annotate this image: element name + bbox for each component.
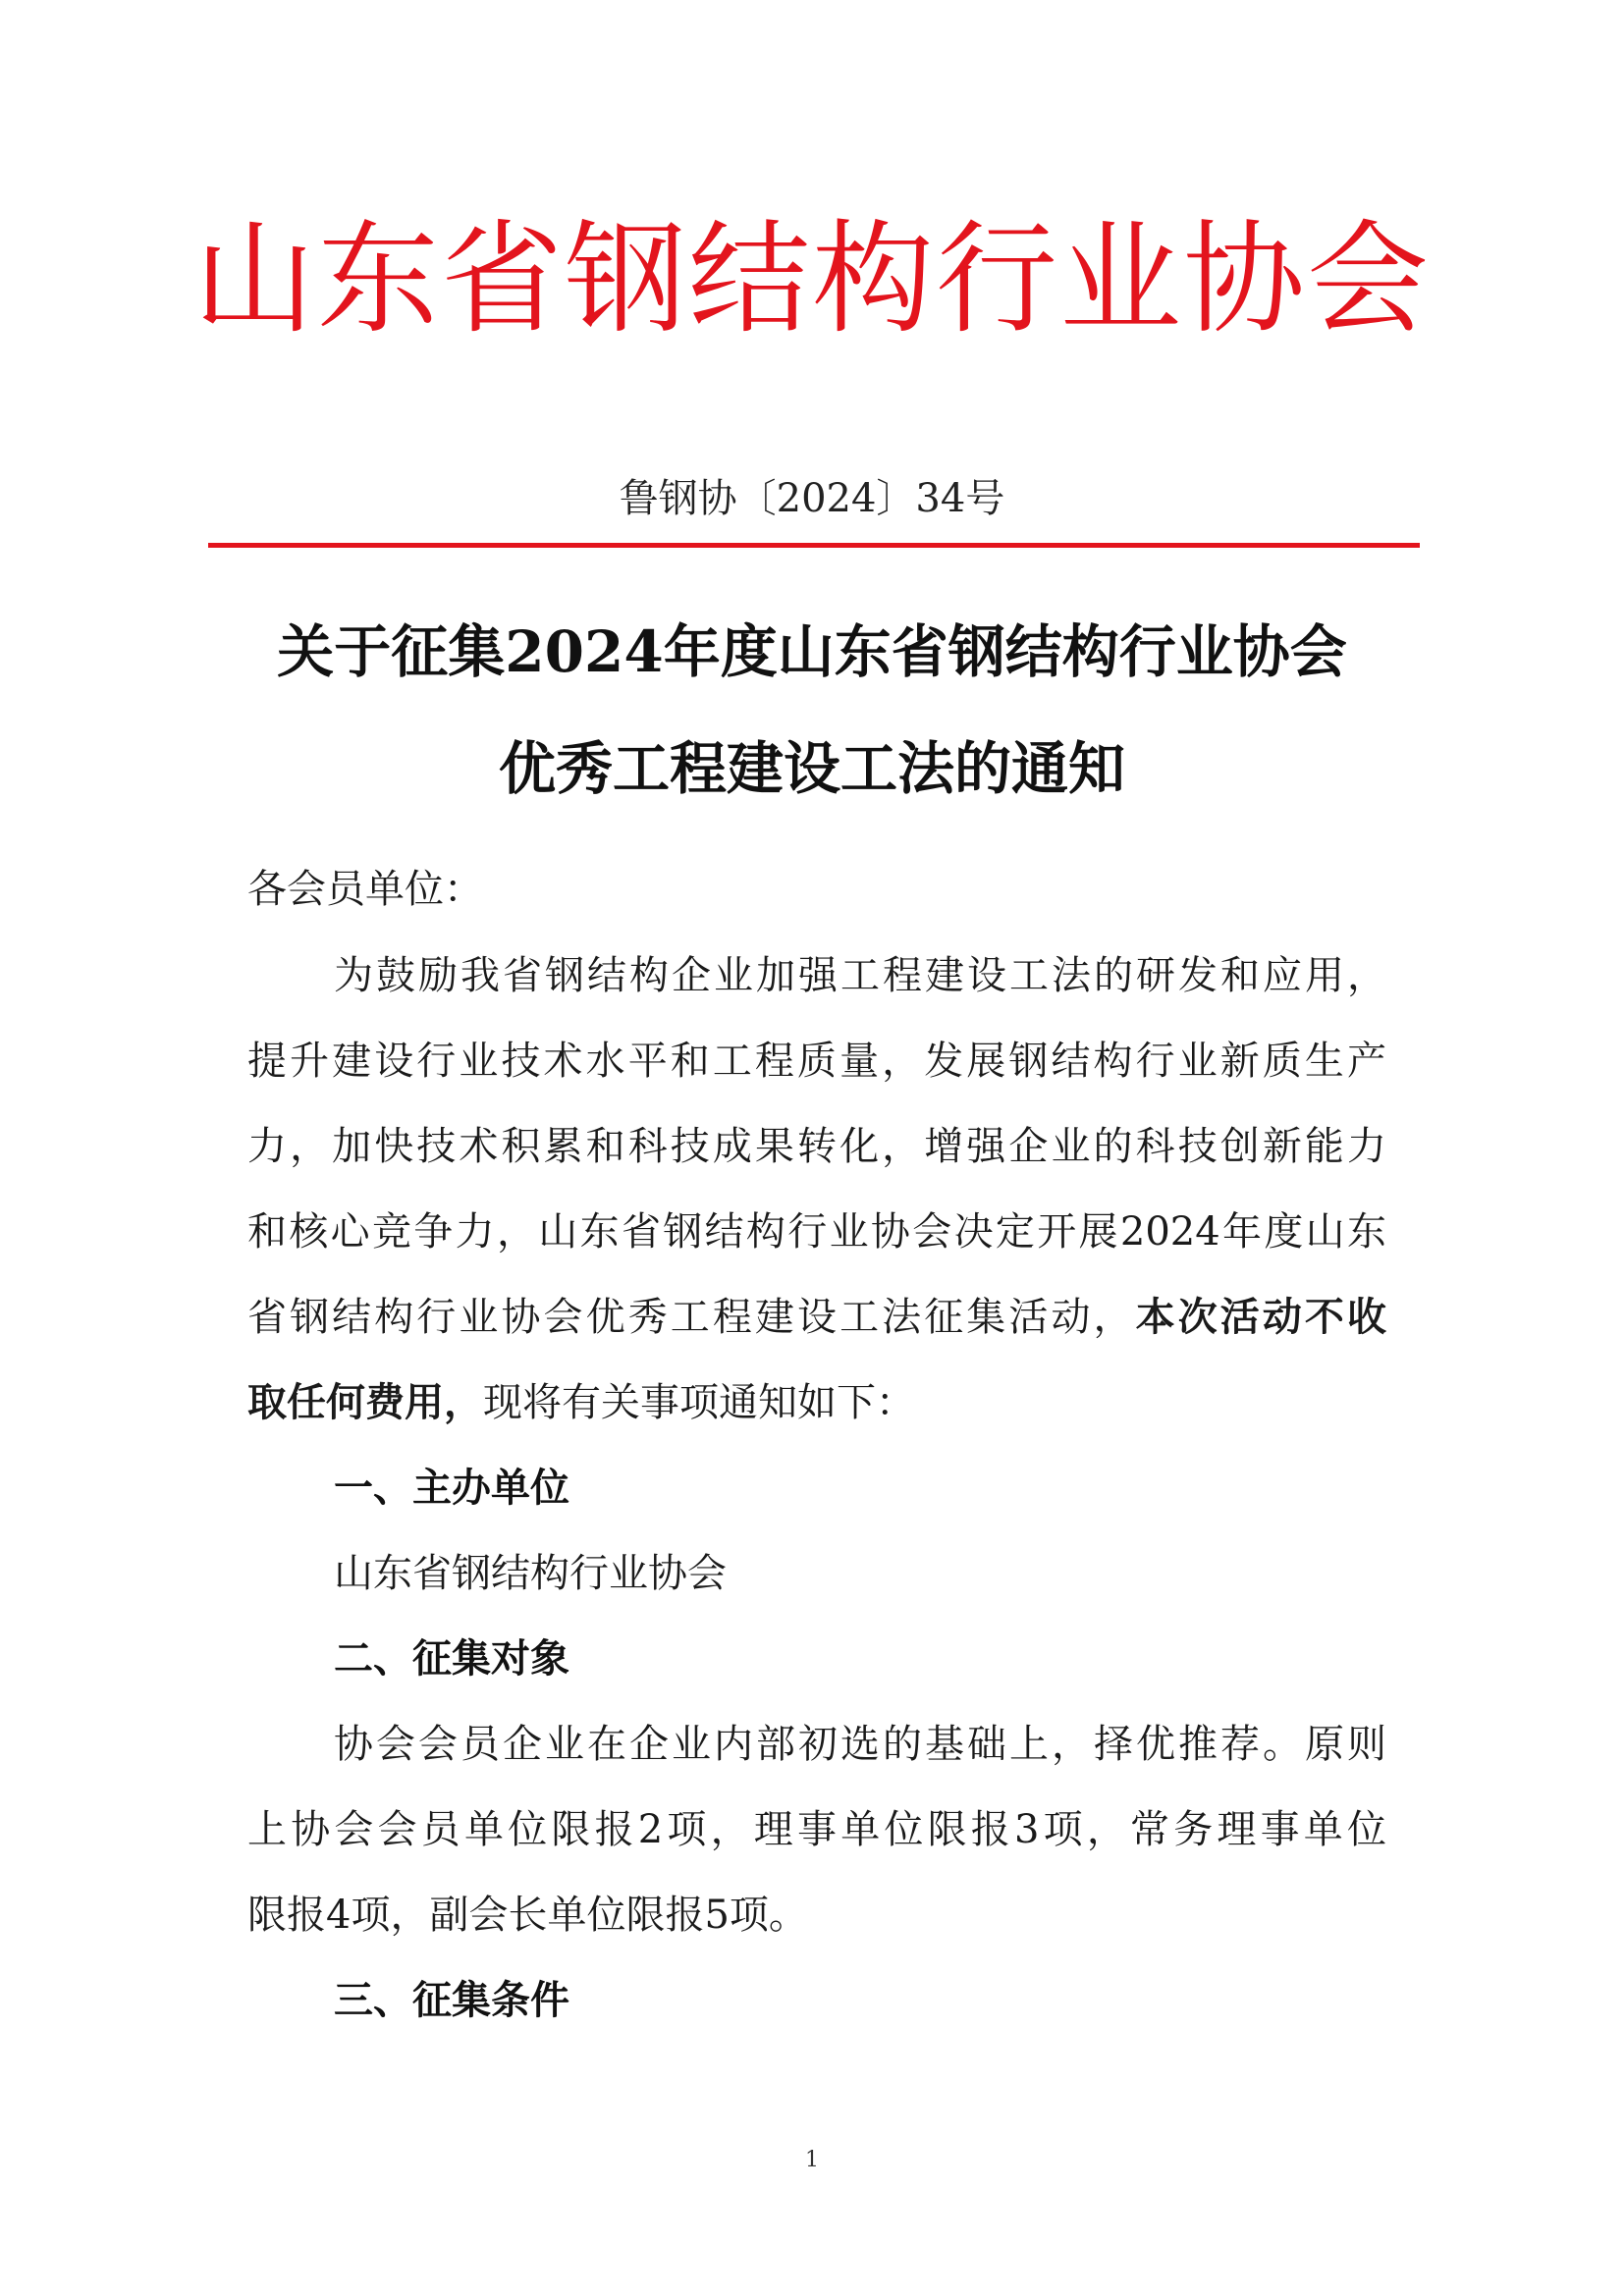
- organization-letterhead: 山东省钢结构行业协会: [192, 209, 1431, 350]
- section-organizer-text: 山东省钢结构行业协会: [334, 1551, 727, 1596]
- intro-line-4: 和核心竞争力，山东省钢结构行业协会决定开展2024年度山东: [247, 1209, 1386, 1255]
- intro-line-5-bold: 本次活动不收: [1135, 1294, 1387, 1340]
- red-divider: [208, 543, 1420, 548]
- intro-line-2: 提升建设行业技术水平和工程质量，发展钢结构行业新质生产: [247, 1039, 1386, 1084]
- section-target-line-3: 限报4项，副会长单位限报5项。: [247, 1893, 808, 1938]
- section-heading-target: 二、征集对象: [334, 1636, 569, 1682]
- section-target-line-2: 上协会会员单位限报2项，理事单位限报3项，常务理事单位: [247, 1807, 1386, 1852]
- notice-title-line-2: 优秀工程建设工法的通知: [498, 735, 1125, 802]
- section-target-line-1: 协会会员企业在企业内部初选的基础上，择优推荐。原则: [334, 1722, 1386, 1767]
- intro-line-3: 力，加快技术积累和科技成果转化，增强企业的科技创新能力: [247, 1124, 1386, 1169]
- section-heading-organizer: 一、主办单位: [334, 1466, 569, 1511]
- intro-line-6-bold: 取任何费用，: [247, 1379, 483, 1425]
- document-number: 鲁钢协〔2024〕34号: [619, 476, 1005, 521]
- intro-line-5-normal: 省钢结构行业协会优秀工程建设工法征集活动，: [247, 1295, 1136, 1340]
- page-number: 1: [805, 2148, 819, 2172]
- notice-title-line-1: 关于征集2024年度山东省钢结构行业协会: [277, 618, 1347, 685]
- intro-line-5: [247, 1290, 1386, 1345]
- salutation: 各会员单位：: [247, 867, 483, 912]
- intro-line-1: 为鼓励我省钢结构企业加强工程建设工法的研发和应用，: [334, 953, 1386, 998]
- section-heading-conditions: 三、征集条件: [334, 1978, 569, 2023]
- intro-line-6-normal: 现将有关事项通知如下：: [483, 1380, 915, 1425]
- intro-line-6: [247, 1375, 915, 1430]
